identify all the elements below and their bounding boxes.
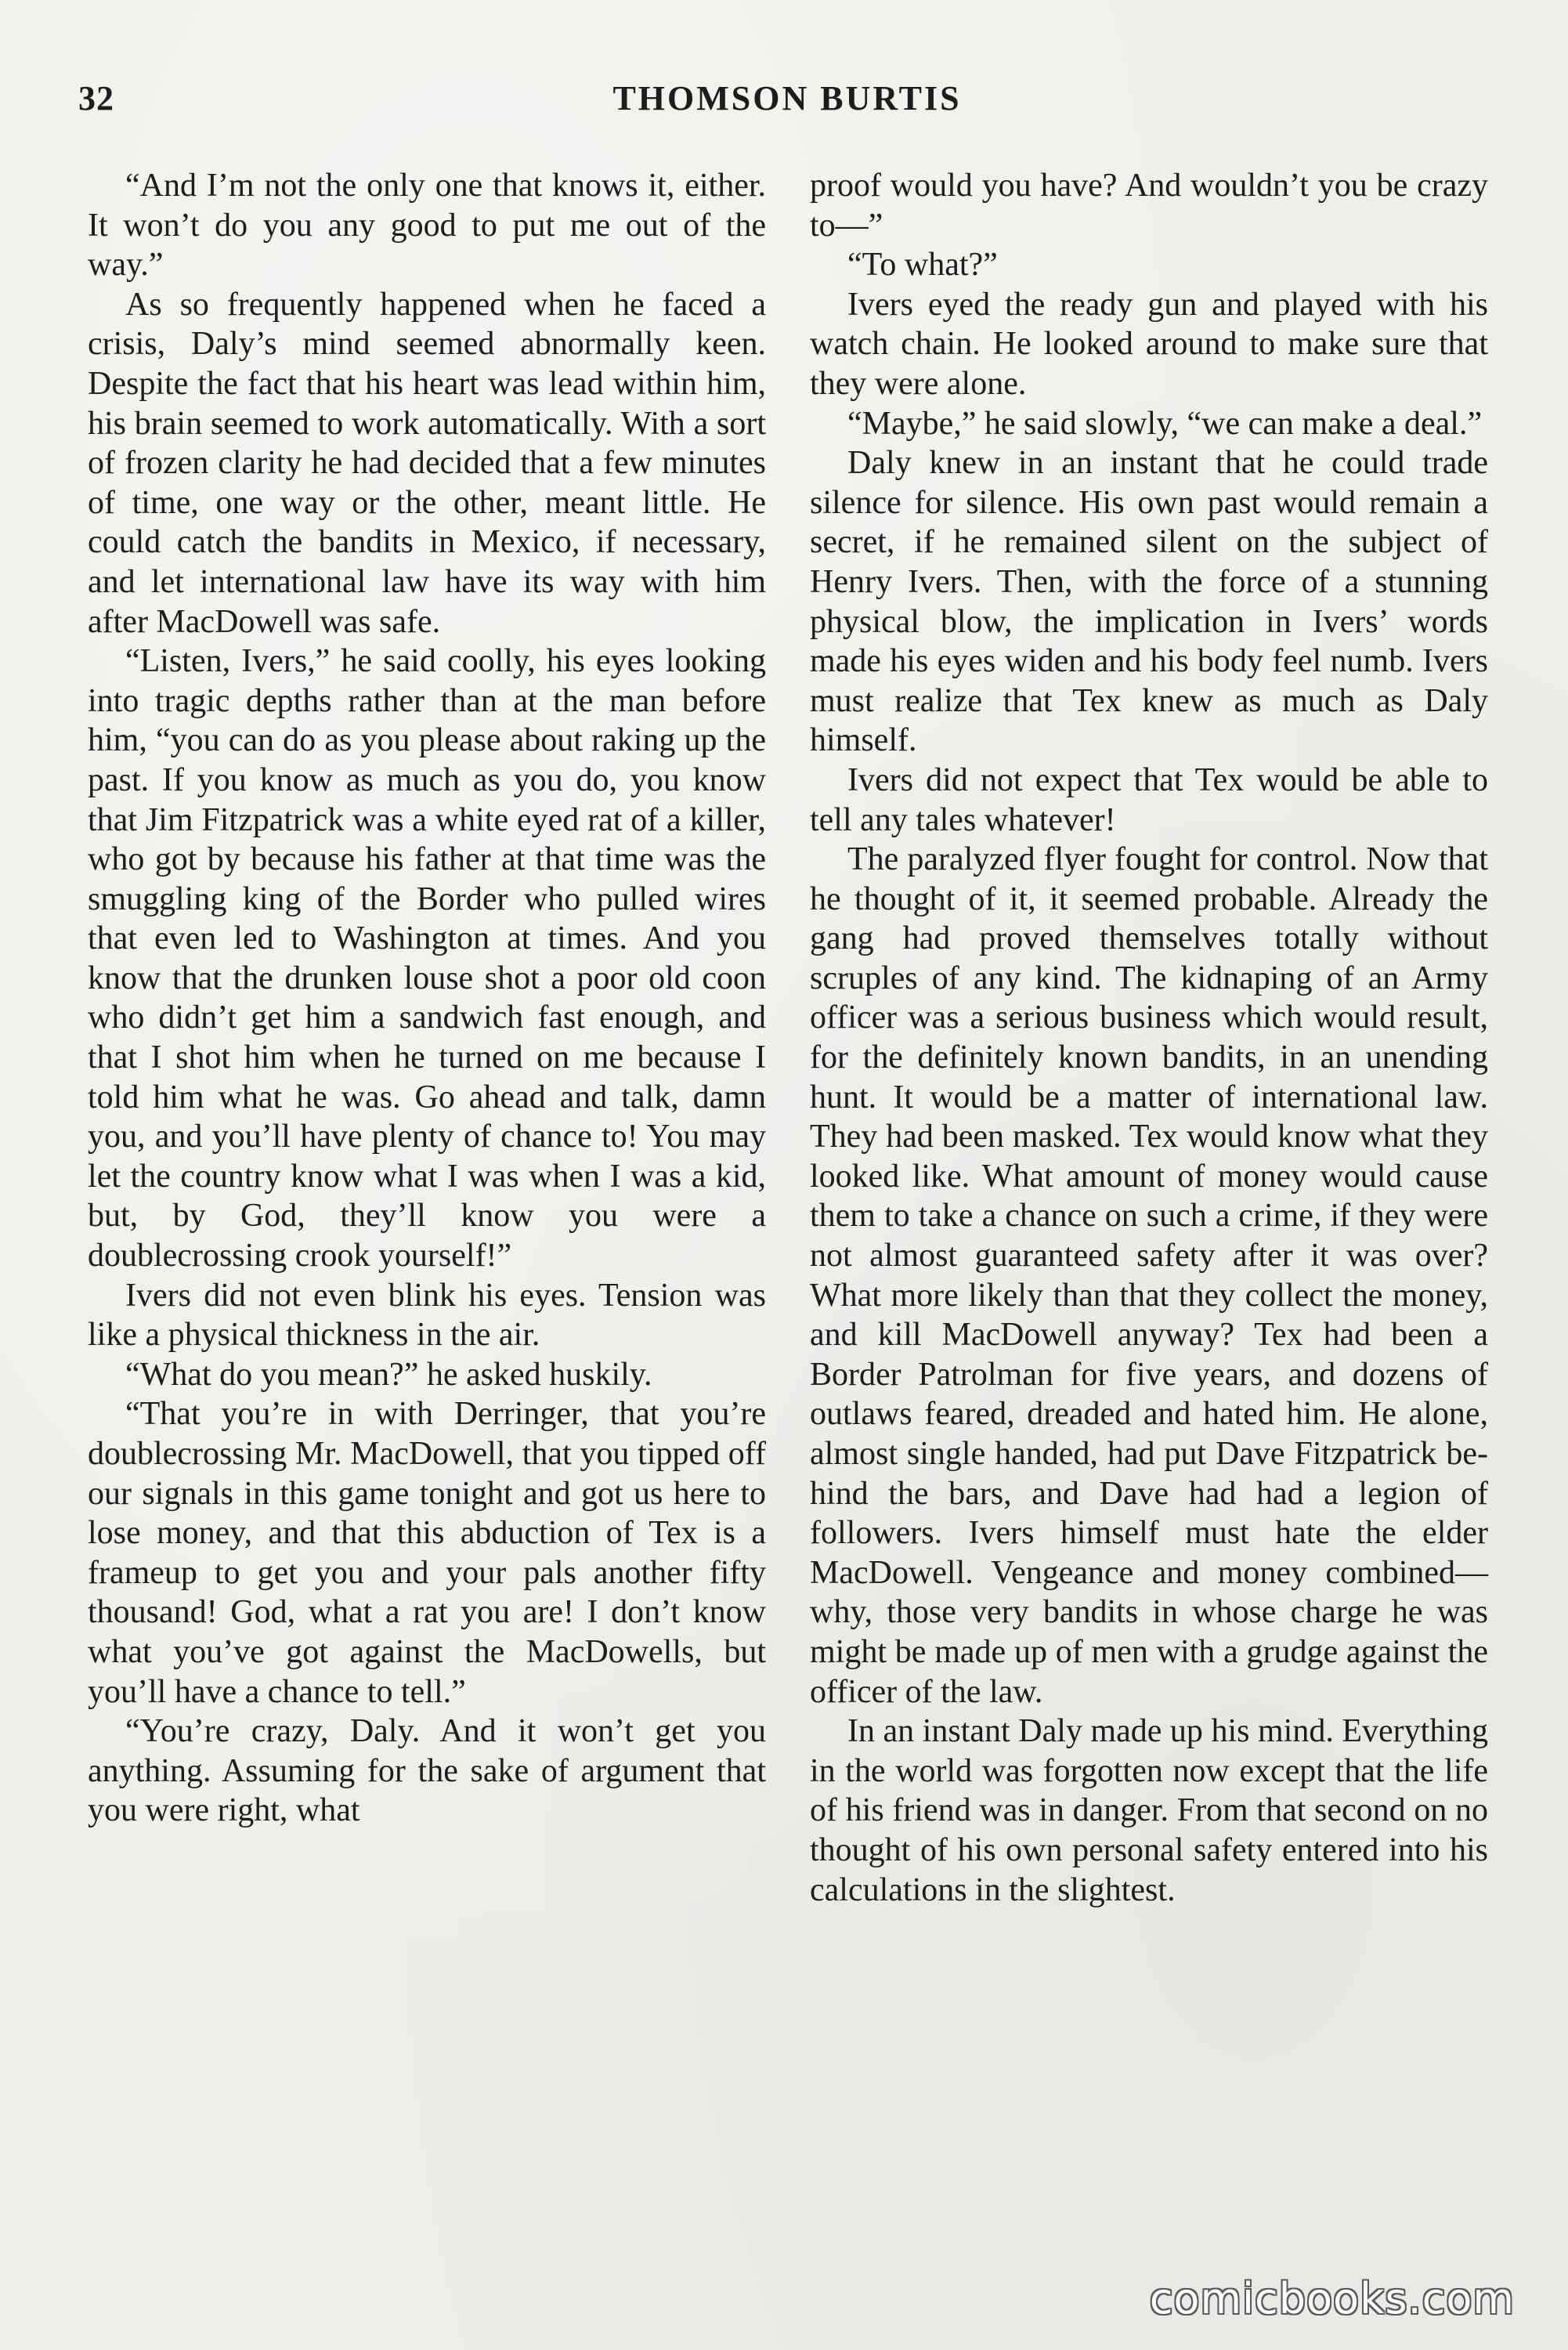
text-columns xyxy=(88,166,1490,2265)
paragraph: “Maybe,” he said slowly, “we can make a deal.” xyxy=(847,405,1483,442)
paragraph: “You’re crazy, Daly. And it won’t get you anything. Assuming for the sake of argument that you were right, what xyxy=(88,1713,766,1829)
paragraph: “To what?” xyxy=(847,247,998,284)
paragraph: Ivers eyed the ready gun and played with his watch chain. He looked around to make sure that they were alone. xyxy=(810,286,1488,402)
paragraph: “That you’re in with Derringer, that you’re doublecrossing Mr. MacDowell, that you tipped off our signals in this game tonight and got us here to lose money, and that this abduction of Tex is a frameup to get you and your pals another fifty thousand! God, what a rat you are! I don’t know what you’ve got against the MacDowells, but you’ll have a chance to tell.” xyxy=(88,1396,766,1710)
paragraph: “What do you mean?” he asked huskily. xyxy=(125,1356,652,1393)
paragraph: Ivers did not even blink his eyes. Tension was like a physical thickness in the air. xyxy=(88,1277,766,1354)
page-header xyxy=(78,78,1496,133)
paragraph: Ivers did not expect that Tex would be able to tell any tales whatever! xyxy=(810,761,1488,838)
paragraph: Daly knew in an instant that he could trade silence for silence. His own past would remain a secret, if he remained silent on the subject of Henry Ivers. Then, with the force of a stunning physical blow, the implication in Ivers’ words made his eyes widen and his body feel numb. Ivers must realize that Tex knew as much as Daly himself. xyxy=(810,445,1488,759)
paragraph-continued: proof would you have? And wouldn’t you be crazy to—” xyxy=(810,168,1488,244)
page-number: 32 xyxy=(78,79,114,118)
paragraph: The paralyzed flyer fought for control. Now that he thought of it, it seemed probable. Already the gang had proved themselves totally without scruples of any kind. The kidnaping of an Army officer was a serious business which would result, for the definitely known bandits, in an unending hunt. It would be a matter of international law. They had been masked. Tex would know what they looked like. What amount of money would cause them to take a chance on such a crime, if they were not almost guaranteed safety after it was over? What more likely than that they collect the money, and kill MacDowell anyway? Tex had been a Border Patrolman for five years, and dozens of outlaws feared, dreaded and hated him. He alone, almost single handed, had put Dave Fitzpatrick behind the bars, and Dave had had a legion of followers. Ivers himself must hate the elder MacDowell. Vengeance and money combined—why, those very bandits in whose charge he was might be made up of men with a grudge against the officer of the law. xyxy=(810,841,1488,1710)
left-column xyxy=(88,166,766,1831)
paragraph: As so frequently happened when he faced a crisis, Daly’s mind seemed abnormally keen. Despite the fact that his heart was lead within him, his brain seemed to work automatically. With a sort of frozen clarity he had decided that a few minutes of time, one way or the other, meant little. He could catch the bandits in Mexico, if necessary, and let international law have its way with him after MacDowell was safe. xyxy=(88,286,766,640)
watermark-logo: comicbooks.com xyxy=(1149,2274,1515,2323)
paragraph: “Listen, Ivers,” he said coolly, his eyes looking into tragic depths rather than at the man before him, “you can do as you please about raking up the past. If you know as much as you do, you know that Jim Fitzpatrick was a white eyed rat of a killer, who got by because his father at that time was the smuggling king of the Border who pulled wires that even led to Washington at times. And you know that the drunken louse shot a poor old coon who didn’t get him a sandwich fast enough, and that I shot him when he turned on me because I told him what he was. Go ahead and talk, damn you, and you’ll have plenty of chance to! You may let the country know what I was when I was a kid, but, by God, they’ll know you were a doublecrossing crook yourself!” xyxy=(88,643,766,1274)
paragraph: In an instant Daly made up his mind. Everything in the world was forgotten now except that the life of his friend was in danger. From that second on no thought of his own personal safety entered into his calculations in the slightest. xyxy=(810,1713,1488,1908)
running-head: THOMSON BURTIS xyxy=(612,79,962,118)
paragraph: “And I’m not the only one that knows it, either. It won’t do you any good to put me out of the way.” xyxy=(88,168,766,284)
right-column xyxy=(810,166,1488,1910)
